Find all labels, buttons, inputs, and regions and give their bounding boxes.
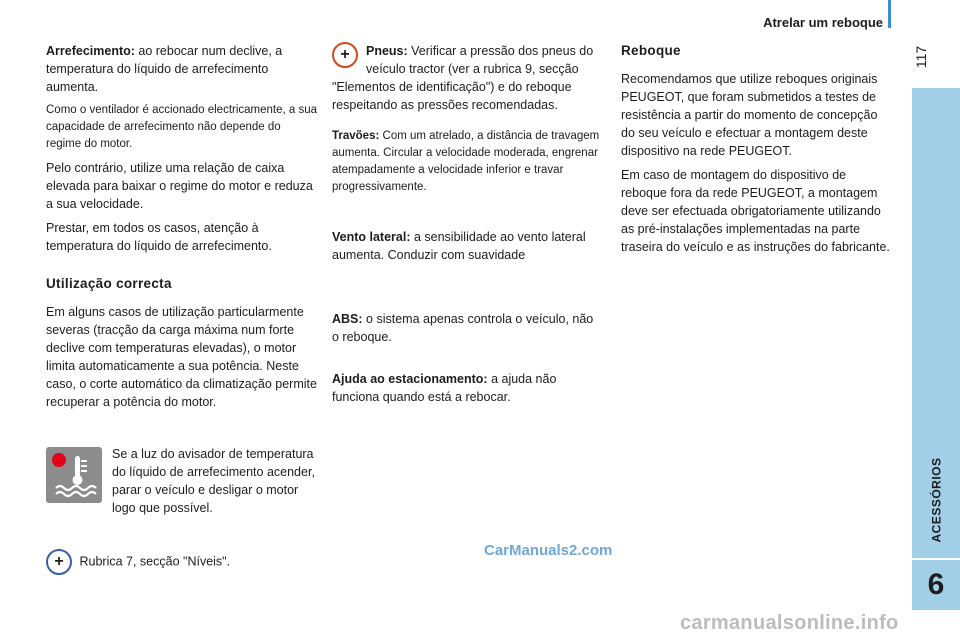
- column-right: [621, 42, 893, 262]
- paragraph-ventilador: Como o ventilador é accionado electricamente, a sua capacidade de arrefecimento não depende do regime do motor.: [46, 104, 318, 150]
- warning-text: Se a luz do avisador de temperatura do líquido de arrefecimento acender, parar o veículo e desligar o motor logo que possível.: [112, 447, 315, 515]
- paragraph-travoes: Travões: Com um atrelado, a distância de travagem aumenta. Circular a velocidade moderada, engrenar atempadamente a velocidade inferior e travar progressivamente.: [332, 130, 600, 193]
- plus-info-icon: +: [46, 549, 72, 575]
- paragraph-vento-lateral: Vento lateral: a sensibilidade ao vento lateral aumenta. Conduzir com suavidade: [332, 230, 586, 262]
- header-rule: [888, 0, 891, 28]
- column-middle: [332, 42, 600, 412]
- plus-info-icon: +: [332, 42, 358, 68]
- reference-text: Rubrica 7, secção "Níveis".: [79, 554, 231, 569]
- heading-reboque: Reboque: [621, 43, 681, 58]
- chapter-number: 6: [912, 560, 960, 610]
- paragraph-ajuda-estacionamento: Ajuda ao estacionamento: a ajuda não funciona quando está a rebocar.: [332, 372, 557, 404]
- watermark-carmanualsonline: carmanualsonline.info: [680, 612, 899, 634]
- heading-utilizacao-correcta: Utilização correcta: [46, 276, 172, 291]
- section-title: Atrelar um reboque: [763, 15, 883, 30]
- page-number: 117: [913, 45, 929, 69]
- column-left: [46, 42, 318, 417]
- paragraph-relacao-caixa: Pelo contrário, utilize uma relação de caixa elevada para baixar o regime do motor e reduza a sua velocidade.: [46, 161, 313, 211]
- watermark-carmanuals2: CarManuals2.com: [484, 542, 613, 559]
- thermometer-waves-icon: [46, 447, 102, 503]
- paragraph-arrefecimento: Arrefecimento: ao rebocar num declive, a temperatura do líquido de arrefecimento aumenta.: [46, 44, 283, 94]
- paragraph-recomendamos: Recomendamos que utilize reboques originais PEUGEOT, que foram submetidos a testes de resistência a partir do momento de concepção do seu veículo e efectuar a montagem deste dispositivo na rede PEUGEOT.: [621, 72, 878, 158]
- paragraph-atencao: Prestar, em todos os casos, atenção à temperatura do líquido de arrefecimento.: [46, 221, 272, 253]
- paragraph-montagem: Em caso de montagem do dispositivo de reboque fora da rede PEUGEOT, a montagem deve ser efectuada obrigatoriamente utilizando as pré-instalações implementadas na parte traseira do veículo e as instruções do fabricante.: [621, 168, 890, 254]
- reference-note: [46, 549, 318, 575]
- coolant-temperature-warning-icon: [46, 447, 102, 503]
- warning-note: [46, 445, 318, 517]
- paragraph-utilizacao: Em alguns casos de utilização particularmente severas (tracção da carga máxima num forte declive com temperaturas elevadas), o motor limita automaticamente a sua potência. Neste caso, o corte automático da climatização permite recuperar a potência do motor.: [46, 305, 317, 409]
- chapter-tab: [912, 88, 960, 558]
- chapter-tab-label: ACESSÓRIOS: [929, 457, 944, 543]
- paragraph-pneus: + Pneus: Verificar a pressão dos pneus do veículo tractor (ver a rubrica 9, secção "Elementos de identificação") e do reboque respeitando as pressões recomendadas.: [332, 44, 594, 112]
- paragraph-abs: ABS: o sistema apenas controla o veículo, não o reboque.: [332, 312, 594, 344]
